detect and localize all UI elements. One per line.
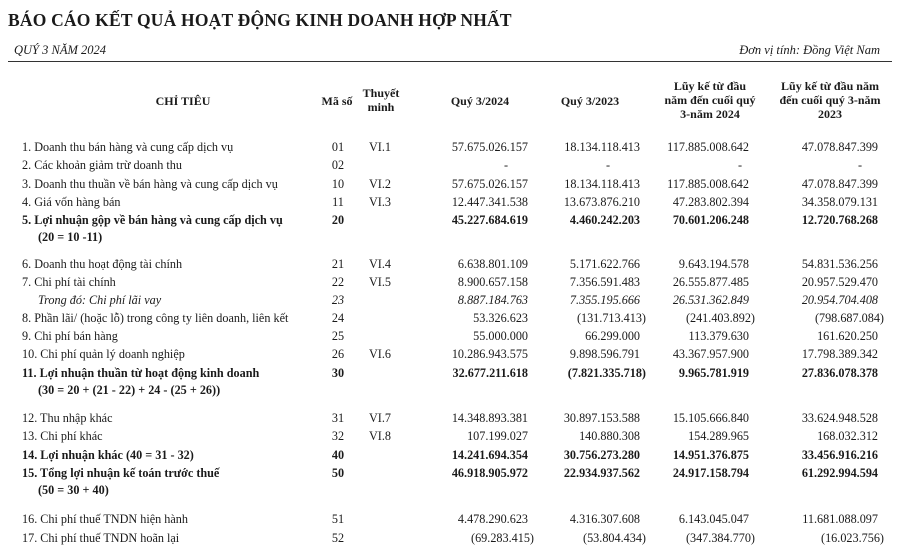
table-row [0,428,900,444]
row-q3-2024: - [503,158,508,172]
row-q3-2023: 4.460.242.203 [569,213,640,227]
row-q3-2023: 30.897.153.588 [563,411,640,425]
row-q3-2023: 4.316.307.608 [569,512,640,526]
row-label: 7. Chi phí tài chính [22,275,116,289]
row-formula: (30 = 20 + (21 - 22) + 24 - (25 + 26)) [38,383,221,397]
header-q3-2024: Quý 3/2024 [450,94,510,108]
row-q3-2024: 45.227.684.619 [451,213,528,227]
row-code: 25 [331,329,345,343]
row-code: 30 [331,366,345,380]
row-ytd-2024: 117.885.008.642 [667,177,749,191]
row-ytd-2024: 24.917.158.794 [672,466,749,480]
row-ytd-2024: 113.379.630 [688,329,749,343]
table-row [0,328,900,344]
row-label: 15. Tổng lợi nhuận kế toán trước thuế [22,466,220,480]
header-note [356,86,406,114]
row-q3-2023: 66.299.000 [585,329,640,343]
row-code: 20 [331,213,345,227]
row-ytd-2023: 27.836.078.378 [801,366,878,380]
currency-unit: Đơn vị tính: Đồng Việt Nam [739,43,880,57]
table-row [0,212,900,228]
row-ytd-2023: (798.687.084) [814,311,884,325]
row-q3-2023: 18.134.118.413 [564,140,640,154]
row-ytd-2024: 6.143.045.047 [678,512,749,526]
row-q3-2023: 140.880.308 [579,429,640,443]
table-row [0,256,900,272]
table-row [0,176,900,192]
table-row [0,447,900,463]
row-q3-2024: 4.478.290.623 [457,512,528,526]
row-note: VI.4 [368,257,391,271]
row-note: VI.5 [368,275,391,289]
row-q3-2024: 6.638.801.109 [457,257,528,271]
row-ytd-2024: 117.885.008.642 [667,140,749,154]
row-q3-2024: 46.918.905.972 [451,466,528,480]
row-q3-2023: 30.756.273.280 [563,448,640,462]
row-code: 26 [331,347,345,361]
row-label: 14. Lợi nhuận khác (40 = 31 - 32) [22,448,194,462]
row-q3-2023: 22.934.937.562 [563,466,640,480]
row-label: 16. Chi phí thuế TNDN hiện hành [22,512,188,526]
row-q3-2024: 8.887.184.763 [457,293,528,307]
table-row [0,310,900,326]
table-row [0,365,900,381]
header-q3-2023: Quý 3/2023 [560,94,620,108]
row-ytd-2023: 168.032.312 [817,429,878,443]
row-q3-2023: 9.898.596.791 [569,347,640,361]
row-code: 52 [331,531,345,545]
row-label: 11. Lợi nhuận thuần từ hoạt động kinh doanh [22,366,260,380]
row-label: 5. Lợi nhuận gộp về bán hàng và cung cấp dịch vụ [22,213,283,227]
table-row [0,530,900,546]
row-note: VI.3 [368,195,391,209]
row-ytd-2024: 9.965.781.919 [678,366,749,380]
row-label: 1. Doanh thu bán hàng và cung cấp dịch vụ [22,140,234,154]
table-row [0,410,900,426]
row-code: 40 [331,448,345,462]
row-code: 50 [331,466,345,480]
header-ytd-2024-line1: Lũy kế từ đầu [673,79,747,93]
table-row [0,511,900,527]
row-code: 32 [331,429,345,443]
header-ytd-2023-line3: 2023 [818,107,842,121]
row-formula: (20 = 10 -11) [38,230,103,244]
table-row [0,157,900,173]
row-note: VI.6 [368,347,391,361]
row-ytd-2024: 70.601.206.248 [672,213,749,227]
row-q3-2024: (69.283.415) [471,531,534,545]
header-code: Mã số [321,94,353,108]
table-row [0,139,900,155]
row-ytd-2024: 15.105.666.840 [672,411,749,425]
table-row [0,194,900,210]
row-ytd-2024: 43.367.957.900 [672,347,749,361]
row-code: 21 [331,257,345,271]
table-row [0,346,900,362]
report-title: BÁO CÁO KẾT QUẢ HOẠT ĐỘNG KINH DOANH HỢP NHẤT [8,10,512,30]
row-note: VI.1 [368,140,391,154]
header-ytd-2023 [765,79,895,121]
row-label: 6. Doanh thu hoạt động tài chính [22,257,183,271]
table-row [0,465,900,481]
row-q3-2024: 55.000.000 [473,329,528,343]
row-ytd-2023: 47.078.847.399 [801,140,878,154]
row-code: 23 [331,293,345,307]
row-ytd-2024: (347.384.770) [685,531,755,545]
row-q3-2024: 10.286.943.575 [451,347,528,361]
row-ytd-2023: 20.954.704.408 [801,293,878,307]
header-ytd-2024-line3: 3-năm 2024 [680,107,740,121]
row-ytd-2024: 26.555.877.485 [672,275,749,289]
row-code: 24 [331,311,345,325]
row-ytd-2024: - [737,158,742,172]
row-q3-2024: 32.677.211.618 [452,366,528,380]
row-q3-2024: 53.326.623 [473,311,528,325]
row-ytd-2023: 47.078.847.399 [801,177,878,191]
row-ytd-2023: 54.831.536.256 [801,257,878,271]
header-ytd-2023-line2: đến cuối quý 3-năm [779,93,881,107]
row-ytd-2023: (16.023.756) [821,531,884,545]
header-item: CHỈ TIÊU [155,94,211,108]
report-period: QUÝ 3 NĂM 2024 [14,43,107,57]
row-code: 01 [331,140,345,154]
row-ytd-2024: 47.283.802.394 [672,195,749,209]
row-code: 51 [331,512,345,526]
header-ytd-2023-line1: Lũy kế từ đầu năm [781,79,879,93]
row-q3-2023: 5.171.622.766 [569,257,640,271]
header-note-line2: minh [367,100,395,114]
row-label: 10. Chi phí quản lý doanh nghiệp [22,347,185,361]
row-label: 12. Thu nhập khác [22,411,113,425]
row-q3-2024: 8.900.657.158 [457,275,528,289]
row-code: 22 [331,275,345,289]
row-q3-2023: 13.673.876.210 [563,195,640,209]
header-note-line1: Thuyết [362,86,400,100]
row-ytd-2023: 33.624.948.528 [801,411,878,425]
row-label: Trong đó: Chi phí lãi vay [38,293,162,307]
row-q3-2024: 107.199.027 [467,429,528,443]
row-ytd-2024: 14.951.376.875 [672,448,749,462]
row-ytd-2023: 20.957.529.470 [801,275,878,289]
row-q3-2024: 14.348.893.381 [451,411,528,425]
row-q3-2023: 7.356.591.483 [569,275,640,289]
row-note: VI.8 [368,429,391,443]
row-q3-2023: - [605,158,610,172]
row-ytd-2023: 61.292.994.594 [801,466,878,480]
row-ytd-2023: 161.620.250 [817,329,878,343]
row-q3-2024: 12.447.341.538 [451,195,528,209]
row-label: 9. Chi phí bán hàng [22,329,118,343]
header-ytd-2024 [650,79,770,121]
row-formula: (50 = 30 + 40) [38,483,109,497]
row-note: VI.7 [368,411,391,425]
row-ytd-2023: 12.720.768.268 [801,213,878,227]
row-code: 31 [331,411,345,425]
row-ytd-2024: 26.531.362.849 [672,293,749,307]
row-ytd-2023: 34.358.079.131 [801,195,878,209]
row-label: 3. Doanh thu thuần về bán hàng và cung cấp dịch vụ [22,177,278,191]
row-ytd-2024: 9.643.194.578 [678,257,749,271]
row-ytd-2024: (241.403.892) [685,311,755,325]
row-q3-2023: 18.134.118.413 [564,177,640,191]
row-q3-2024: 57.675.026.157 [451,140,528,154]
row-q3-2023: 7.355.195.666 [569,293,640,307]
row-q3-2023: (7.821.335.718) [567,366,646,380]
row-label: 8. Phần lãi/ (hoặc lỗ) trong công ty liên doanh, liên kết [22,311,289,325]
row-q3-2023: (53.804.434) [583,531,646,545]
row-ytd-2023: 11.681.088.097 [802,512,878,526]
row-note: VI.2 [368,177,391,191]
header-ytd-2024-line2: năm đến cuối quý [664,93,756,107]
row-ytd-2024: 154.289.965 [688,429,749,443]
row-label: 2. Các khoản giảm trừ doanh thu [22,158,182,172]
row-ytd-2023: 33.456.916.216 [801,448,878,462]
row-code: 11 [332,195,344,209]
row-q3-2024: 14.241.694.354 [451,448,528,462]
table-row [0,292,900,308]
row-ytd-2023: - [857,158,862,172]
row-label: 4. Giá vốn hàng bán [22,195,121,209]
row-code: 02 [331,158,345,172]
row-code: 10 [331,177,345,191]
table-row [0,274,900,290]
row-q3-2023: (131.713.413) [576,311,646,325]
row-ytd-2023: 17.798.389.342 [801,347,878,361]
row-q3-2024: 57.675.026.157 [451,177,528,191]
header-divider [8,61,892,62]
row-label: 13. Chi phí khác [22,429,103,443]
row-label: 17. Chi phí thuế TNDN hoãn lại [22,531,180,545]
